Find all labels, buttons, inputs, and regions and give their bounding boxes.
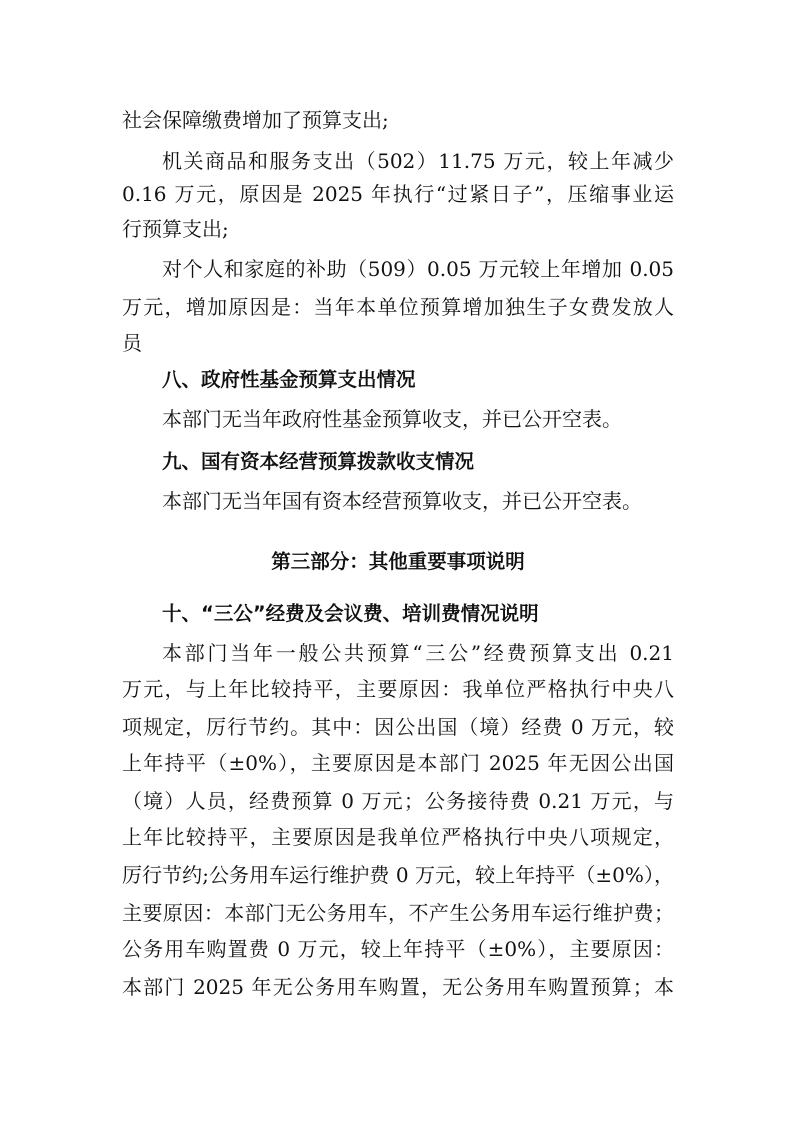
paragraph-line: 员: [122, 331, 142, 355]
paragraph-line: 厉行节约;公务用车运行维护费 0 万元，较上年持平（±0%），: [122, 863, 674, 887]
paragraph-line: 本部门无当年国有资本经营预算收支，并已公开空表。: [162, 489, 642, 513]
paragraph-line: 对个人和家庭的补助（509）0.05 万元较上年增加 0.05: [162, 257, 674, 281]
paragraph-line: 0.16 万元，原因是 2025 年执行“过紧日子”，压缩事业运: [122, 182, 674, 206]
paragraph-line: 公务用车购置费 0 万元，较上年持平（±0%），主要原因：: [122, 937, 674, 961]
paragraph-line: 上年持平（±0%），主要原因是本部门 2025 年无因公出国: [122, 751, 674, 775]
section-heading-8: 八、政府性基金预算支出情况: [162, 368, 416, 391]
paragraph-line: 社会保障缴费增加了预算支出;: [122, 108, 389, 132]
paragraph-line: 万元，增加原因是：当年本单位预算增加独生子女费发放人: [122, 295, 674, 319]
section-heading-9: 九、国有资本经营预算拨款收支情况: [162, 450, 475, 473]
paragraph-line: 主要原因：本部门无公务用车，不产生公务用车运行维护费；: [122, 901, 674, 925]
part-heading: 第三部分：其他重要事项说明: [271, 550, 525, 573]
paragraph-line: 行预算支出;: [122, 217, 229, 241]
paragraph-line: 项规定，厉行节约。其中：因公出国（境）经费 0 万元，较: [122, 715, 674, 739]
paragraph-line: 万元，与上年比较持平，主要原因：我单位严格执行中央八: [122, 677, 674, 701]
paragraph-line: 机关商品和服务支出（502）11.75 万元，较上年减少: [162, 149, 674, 173]
paragraph-line: （境）人员，经费预算 0 万元；公务接待费 0.21 万元，与: [122, 789, 674, 813]
paragraph-line: 本部门 2025 年无公务用车购置，无公务用车购置预算；本: [122, 975, 674, 999]
paragraph-line: 本部门无当年政府性基金预算收支，并已公开空表。: [162, 407, 622, 431]
paragraph-line: 上年比较持平，主要原因是我单位严格执行中央八项规定，: [122, 825, 674, 849]
section-heading-10: 十、“三公”经费及会议费、培训费情况说明: [162, 602, 539, 625]
paragraph-line: 本部门当年一般公共预算“三公”经费预算支出 0.21: [162, 641, 674, 665]
